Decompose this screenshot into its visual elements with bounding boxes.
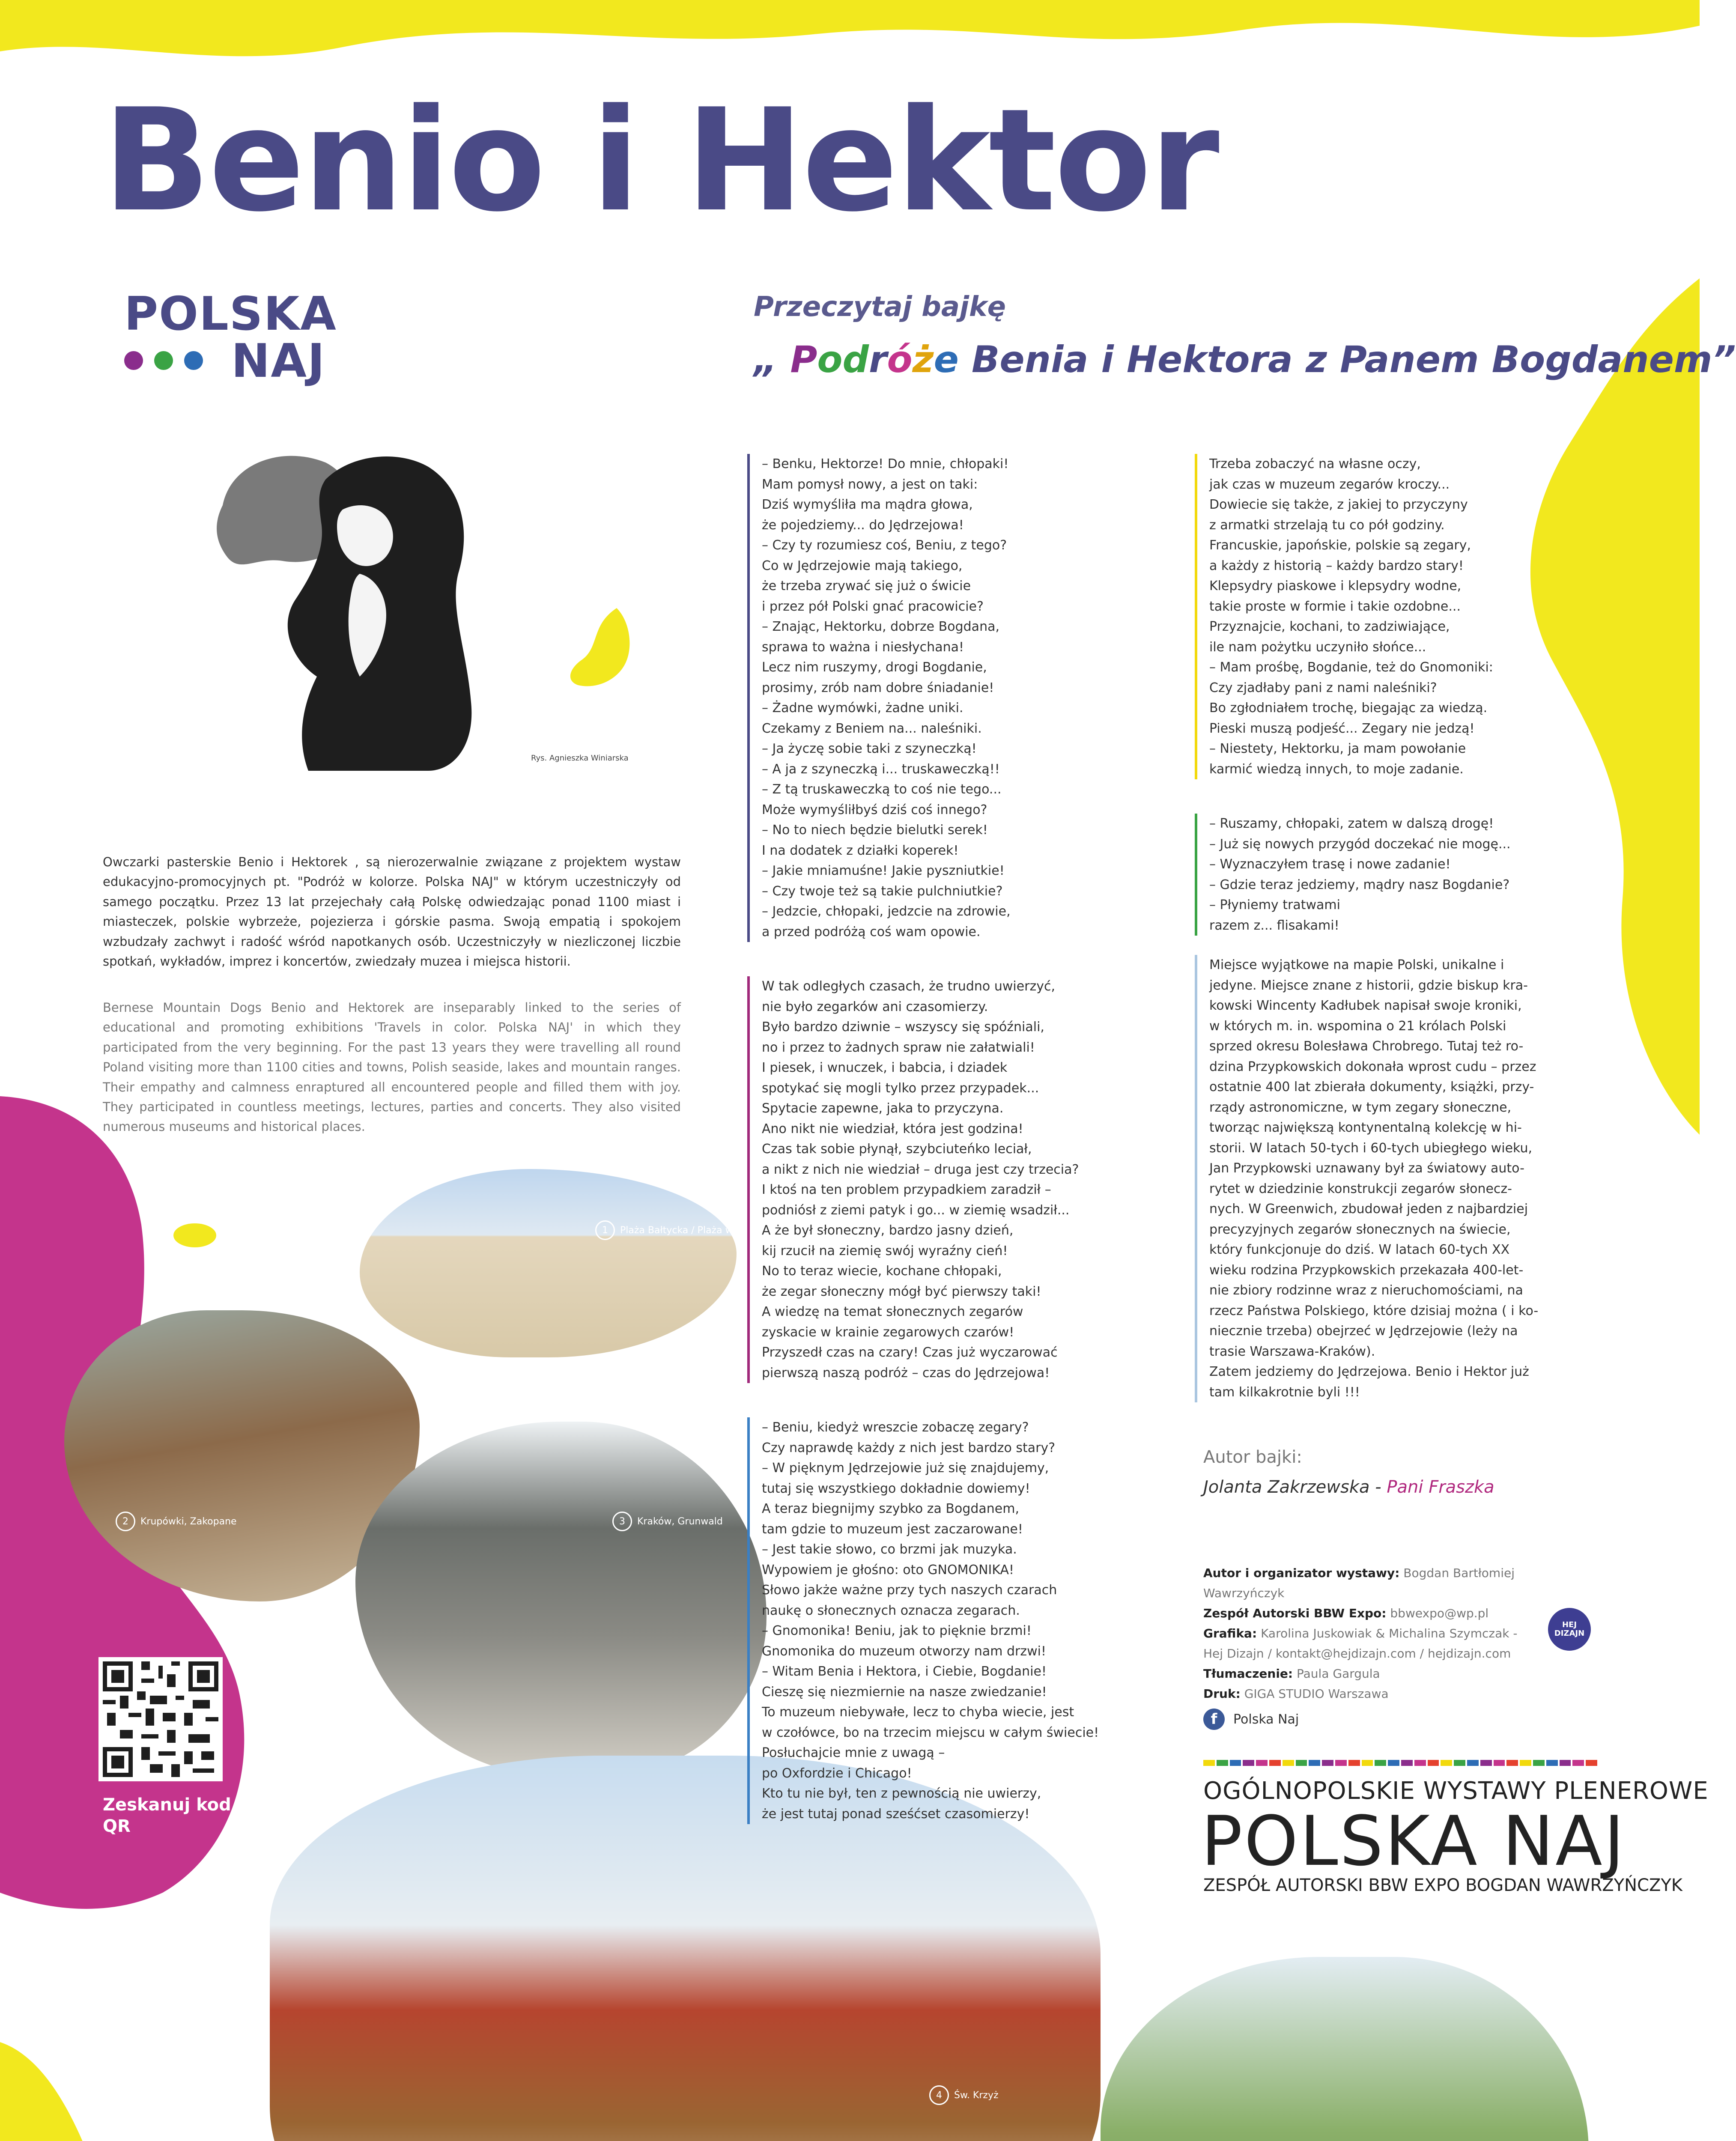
- exhibition-name: POLSKA NAJ: [1201, 1801, 1626, 1881]
- photo-beach-caption: [595, 1220, 773, 1240]
- dog-illustration: [197, 437, 629, 779]
- logo-line-1: POLSKA: [124, 287, 337, 341]
- credit-label: Druk:: [1203, 1687, 1241, 1701]
- credit-value: Paula Gargula: [1297, 1667, 1380, 1681]
- small-yellow-dot: [171, 1220, 218, 1250]
- credit-line: [1203, 1664, 1589, 1684]
- credit-label: Tłumaczenie:: [1203, 1667, 1293, 1681]
- author-label: Autor bajki:: [1203, 1447, 1302, 1467]
- polska-naj-logo: [124, 287, 337, 388]
- intro-english: Bernese Mountain Dogs Benio and Hektorek are inseparably linked to the series of educational and promoting exhibitions 'Travels in color. Polska NAJ' in which they participated from the very beginning. For the past 13 years they were travelling all round Poland visiting more than 1100 cities and towns, Polish seaside, lakes and mountain ranges. Their empathy and calmness enraptured all encountered people and filled them with joy. They participated in countless meetings, lectures, parties and concerts. They also visited numerous museums and historical places.: [103, 1000, 681, 1134]
- hej-dizajn-badge-text: [1554, 1621, 1584, 1638]
- photo-grunwald: [355, 1422, 767, 1777]
- hej-dizajn-badge-line-1: HEJ: [1562, 1620, 1577, 1630]
- photo-beach: [360, 1169, 773, 1357]
- photo-beach-number: 1: [595, 1220, 615, 1240]
- logo-dot-purple: [124, 351, 143, 370]
- credit-label: Grafika:: [1203, 1626, 1257, 1640]
- exhibition-team: ZESPÓŁ AUTORSKI BBW EXPO BOGDAN WAWRZYŃCZYK: [1203, 1876, 1683, 1895]
- photo-jedrzejow: [1101, 1957, 1589, 2141]
- logo-dot-green: [154, 351, 173, 370]
- credit-line: [1203, 1563, 1589, 1603]
- credit-label: Zespół Autorski BBW Expo:: [1203, 1606, 1387, 1620]
- story-stanza-5: – Ruszamy, chłopaki, zatem w dalszą drogę! – Już się nowych przygód doczekać nie mogę... – Wyznaczyłem trasę i nowe zadanie! – Gdzie teraz jedziemy, mądry nasz Bogdanie? – Płyniemy tratwami razem z... flisakami!: [1195, 814, 1511, 936]
- credit-value: bbwexpo@wp.pl: [1390, 1606, 1489, 1620]
- scan-qr-label: Zeskanuj kod QR: [103, 1795, 231, 1836]
- credit-line: [1203, 1620, 1589, 1643]
- story-stanza-6: Miejsce wyjątkowe na mapie Polski, unikalne i jedyne. Miejsce znane z historii, gdzie biskup kra- kowski Wincenty Kadłubek napisał swoje kroniki, w których m. in. wspomina o 21 królach Polski sprzed okresu Bolesława Chrobrego. Tutaj też ro- dzina Przypkowskich dokonała wprost cudu – przez ostatnie 400 lat zbierała dokumenty, książki, przy- rządy astronomiczne, w tym zegary słoneczne, tworząc największą kontynentalną kolekcję w hi- storii. W latach 50-tych i 60-tych ubiegłego wieku, Jan Przypkowski uznawany był za światowy auto- rytet w dziedzinie konstrukcji zegarów słonecz- nych. W Greenwich, zbudował jeden z najbardziej precyzyjnych zegarów słonecznych na świecie, który funkcjonuje do dziś. W latach 60-tych XX wieku rodzina Przypkowskich przekazała 400-let- nie zbiory rodzinne wraz z nieruchomościami, na rzecz Państwa Polskiego, które dzisiaj można ( i ko- niecznie trzeba) obejrzeć w Jędrzejowie (leży na trasie Warszawa-Kraków). Zatem jedziemy do Jędrzejowa. Benio i Hektor już tam kilkakrotnie byli !!!: [1195, 955, 1538, 1402]
- author-separator: -: [1369, 1477, 1387, 1497]
- story-stanza-4: Trzeba zobaczyć na własne oczy, jak czas w muzeum zegarów kroczy... Dowiecie się także, z jakiej to przyczyny z armatki strzelają tu co pół godziny. Francuskie, japońskie, polskie są zegary, a każdy z historią – każdy bardzo stary! Klepsydry piaskowe i klepsydry wodne, takie proste w formie i takie ozdobne... Przyznajcie, kochani, to zadziwiające, ile nam pożytku uczyniło słońce... – Mam prośbę, Bogdanie, też do Gnomoniki: Czy zjadłaby pani z nami naleśniki? Bo zgłodniałem trochę, biegając za wiedzą. Pieski muszą podjeść... Zegary nie jedzą! – Niestety, Hektorku, ja mam powołanie karmić wiedzą innych, to moje zadanie.: [1195, 454, 1493, 779]
- photo-grunwald-label: Kraków, Grunwald: [637, 1516, 723, 1527]
- photo-zakopane-number: 2: [116, 1512, 135, 1531]
- hej-dizajn-badge-line-2: DIZAJN: [1554, 1629, 1585, 1638]
- photo-zakopane-caption: [116, 1512, 237, 1531]
- facebook-icon: f: [1203, 1709, 1225, 1730]
- credits: [1203, 1563, 1589, 1704]
- hej-dizajn-badge: [1548, 1608, 1591, 1651]
- small-yellow-splash: [565, 608, 634, 689]
- credit-value: GIGA STUDIO Warszawa: [1244, 1687, 1389, 1701]
- story-title: [754, 338, 1736, 381]
- credit-label: Autor i organizator wystawy:: [1203, 1566, 1400, 1580]
- qr-code-icon[interactable]: [98, 1657, 223, 1781]
- story-title-letter-o: o: [817, 338, 843, 381]
- logo-dot-blue: [184, 351, 203, 370]
- author-real-name: Jolanta Zakrzewska: [1203, 1477, 1370, 1497]
- photo-zakopane-label: Krupówki, Zakopane: [140, 1516, 237, 1527]
- dog-illustration-graphic: [197, 437, 531, 779]
- credit-line: [1203, 1684, 1589, 1704]
- page-title: Benio i Hektor: [103, 78, 1218, 243]
- logo-line-2: NAJ: [231, 334, 326, 388]
- photo-grunwald-number: 3: [612, 1512, 632, 1531]
- qr-code-graphic: [98, 1657, 223, 1781]
- credit-line: [1203, 1603, 1589, 1623]
- intro-polish: Owczarki pasterskie Benio i Hektorek , są nierozerwalnie związane z projektem wystaw edukacyjno-promocyjnych pt. "Podróż w kolorze. Polska NAJ" w którym uczestniczyły od samego początku. Przez 13 lat przejechały całą Polskę odwiedzając ponad 1100 miast i miasteczek, polskie wybrzeże, pojezierza i górskie pasma. Swoją empatią i spokojem wzbudzały zachwyt i radość wśród napotkanych osób. Uczestniczyły w niezliczonej liczbie spotkań, wykładów, imprez i koncertów, zwiedzały muzea i miejsca historii.: [103, 855, 681, 969]
- author-pen-name: Pani Fraszka: [1387, 1477, 1494, 1497]
- exhibition-subtitle: OGÓLNOPOLSKIE WYSTAWY PLENEROWE: [1203, 1777, 1709, 1805]
- story-stanza-2: W tak odległych czasach, że trudno uwierzyć, nie było zegarków ani czasomierzy. Było bardzo dziwnie – wszyscy się spóźniali, no i przez to żadnych spraw nie załatwiali! I piesek, i wnuczek, i babcia, i dziadek spotykać się mogli tylko przez przypadek... Spytacie zapewne, jaka to przyczyna. Ano nikt nie wiedział, która jest godzina! Czas tak sobie płynął, szybciuteńko leciał, a nikt z nich nie wiedział – druga jest czy trzecia? I ktoś na ten problem przypadkiem zaradził – podniósł z ziemi patyk i go... w ziemię wsadził... A że był słoneczny, bardzo jasny dzień, kij rzucił na ziemię swój wyraźny cień! No to teraz wiecie, kochane chłopaki, że zegar słoneczny mógł być pierwszy taki! A wiedzę na temat słonecznych zegarów zyskacie w krainie zegarowych czarów! Przyszedł czas na czary! Czas już wyczarować pierwszą naszą podróż – czas do Jędrzejowa!: [747, 976, 1079, 1383]
- top-yellow-blob: [0, 0, 1700, 86]
- photo-sw-krzyz-caption: [929, 2085, 999, 2105]
- story-title-letter-r: r: [869, 338, 887, 381]
- credit-value: Bogdan Bartłomiej Wawrzyńczyk: [1203, 1566, 1515, 1600]
- facebook-label: Polska Naj: [1233, 1712, 1299, 1727]
- facebook-link[interactable]: [1203, 1709, 1299, 1730]
- story-stanza-1: – Benku, Hektorze! Do mnie, chłopaki! Mam pomysł nowy, a jest on taki: Dziś wymyśliła ma mądra głowa, że pojedziemy... do Jędrzejowa! – Czy ty rozumiesz coś, Beniu, z tego? Co w Jędrzejowie mają takiego, że trzeba zrywać się już o świcie i przez pół Polski gnać pracowicie? – Znając, Hektorku, dobrze Bogdana, sprawa to ważna i niesłychana! Lecz nim ruszymy, drogi Bogdanie, prosimy, zrób nam dobre śniadanie! – Żadne wymówki, żadne uniki. Czekamy z Beniem na... naleśniki. – Ja życzę sobie taki z szyneczką! – A ja z szyneczką i... truskaweczką!! – Z tą truskaweczką to coś nie tego... Może wymyśliłbyś dziś coś innego? – No to niech będzie bielutki serek! I na dodatek z działki koperek! – Jakie mniamuśne! Jakie pyszniutkie! – Czy twoje też są takie pulchniutkie? – Jedzcie, chłopaki, jedzcie na zdrowie, a przed podróżą coś wam opowie.: [747, 454, 1011, 942]
- credit-value: Hej Dizajn / kontakt@hejdizajn.com / hejdizajn.com: [1203, 1646, 1511, 1661]
- photo-beach-label: Plaża Bałtycka / Plaża w Sopocie: [620, 1225, 773, 1236]
- story-title-letter-z-dot: ż: [912, 338, 934, 381]
- credit-value: Karolina Juskowiak & Michalina Szymczak -: [1261, 1626, 1518, 1640]
- story-title-letter-e: e: [934, 338, 959, 381]
- photo-sw-krzyz-label: Św. Krzyż: [954, 2090, 999, 2101]
- author-name: [1203, 1477, 1494, 1497]
- illustration-caption: Rys. Agnieszka Winiarska: [531, 754, 629, 763]
- story-title-letter-o-acute: ó: [887, 338, 913, 381]
- qr-url[interactable]: polskanaj.pl: [238, 1798, 315, 1813]
- photo-grunwald-caption: [612, 1512, 723, 1531]
- exhibition-color-stripe: [1203, 1760, 1597, 1766]
- credit-line: [1203, 1643, 1589, 1664]
- read-story-label: Przeczytaj bajkę: [754, 291, 1006, 323]
- story-title-rest: Benia i Hektora z Panem Bogdanem”: [958, 338, 1736, 381]
- photo-sw-krzyz-number: 4: [929, 2085, 949, 2105]
- story-title-letter-p: P: [790, 338, 817, 381]
- story-title-quote: „: [754, 338, 778, 381]
- story-title-letter-d: d: [842, 338, 869, 381]
- story-stanza-3: – Beniu, kiedyż wreszcie zobaczę zegary? Czy naprawdę każdy z nich jest bardzo stary? – W pięknym Jędrzejowie już się znajdujemy, tutaj się wszystkiego dokładnie dowiemy! A teraz biegnijmy szybko za Bogdanem, tam gdzie to muzeum jest zaczarowane! – Jest takie słowo, co brzmi jak muzyka. Wypowiem je głośno: oto GNOMONIKA! Słowo jakże ważne przy tych naszych czarach naukę o słonecznych oznacza zegarach. – Gnomonika! Beniu, jak to pięknie brzmi! Gnomonika do muzeum otworzy nam drzwi! – Witam Benia i Hektora, i Ciebie, Bogdanie! Cieszę się niezmiernie na nasze zwiedzanie! To muzeum niebywałe, lecz to chyba wiecie, jest w czołówce, bo na trzecim miejscu w całym świecie! Posłuchajcie mnie z uwagą – po Oxfordzie i Chicago! Kto tu nie był, ten z pewnością nie uwierzy, że jest tutaj ponad sześćset czasomierzy!: [747, 1417, 1099, 1824]
